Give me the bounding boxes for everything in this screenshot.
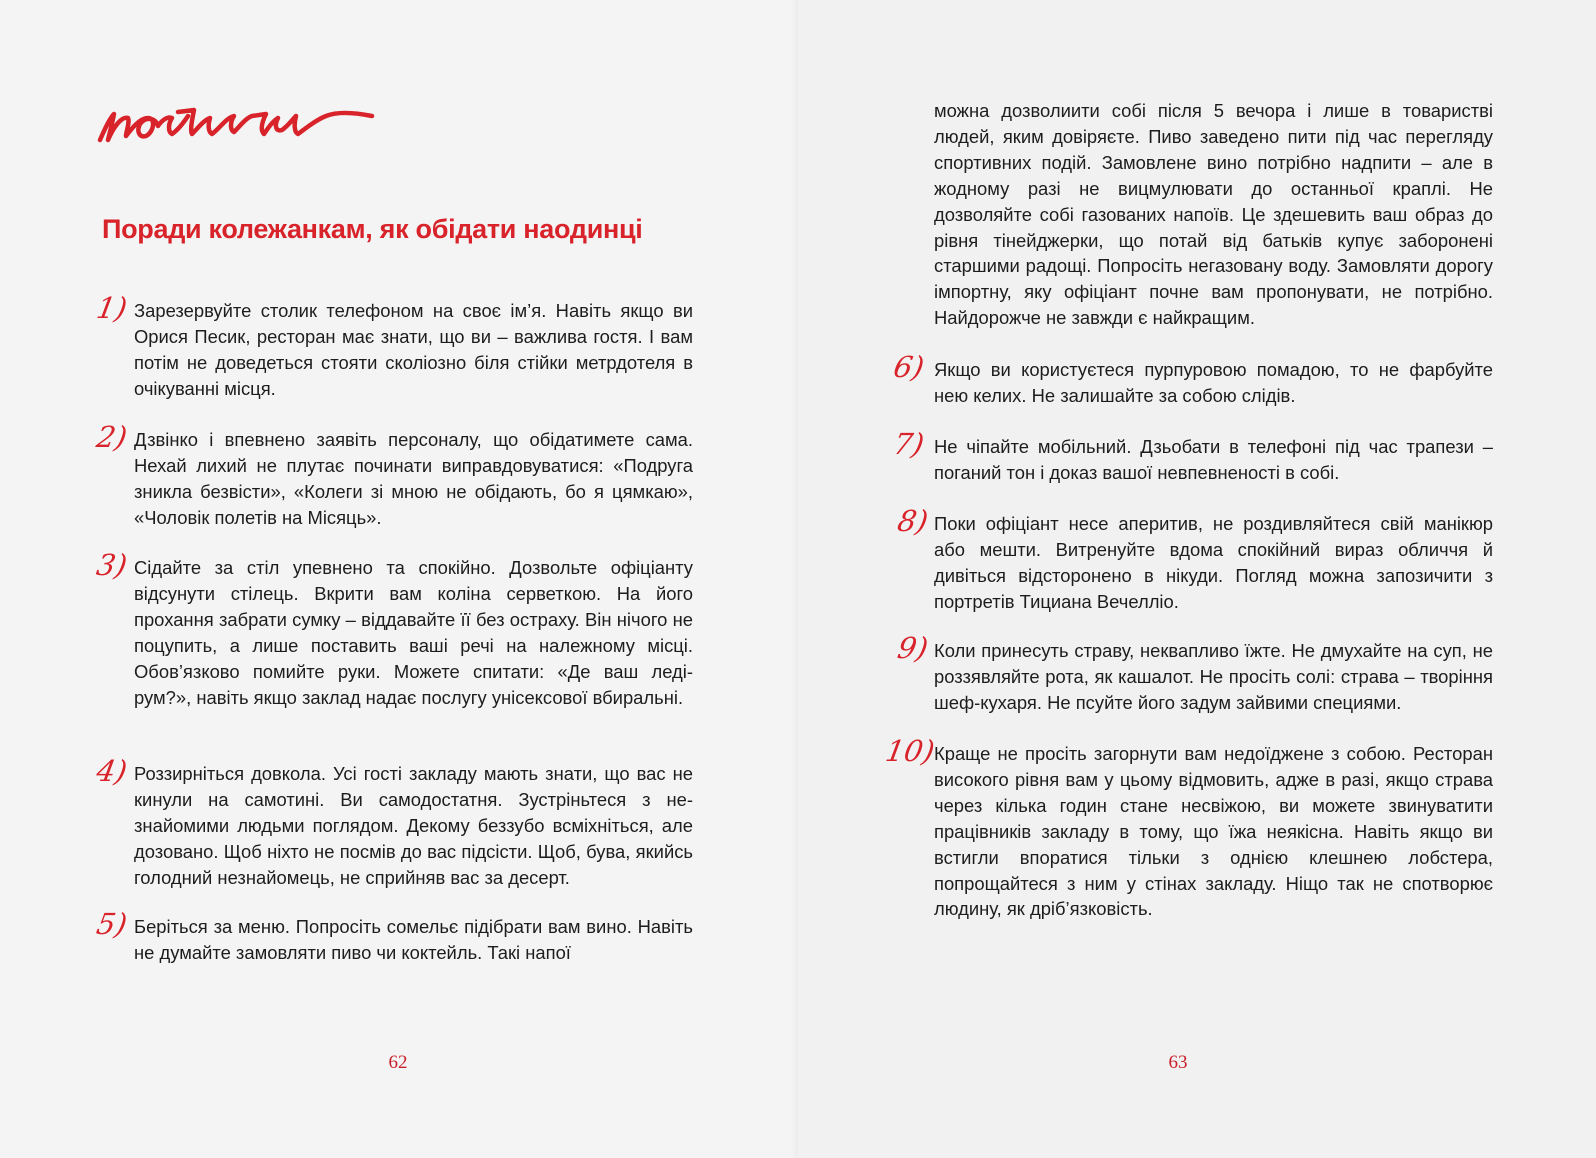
tip-item	[94, 548, 693, 710]
tip-text: Дзвінко і впевнено заявіть персоналу, що обідатимете сама. Нехай лихий не плутає починати виправдовуватися: «Подруга зникла безвісти», «Колеги зі мною не обідають, бо я цямкаю», «Чоловік полетів на Місяць».	[134, 429, 693, 528]
tip-number: 7)	[891, 427, 927, 461]
tip-number: 9)	[895, 631, 931, 665]
tip-text: Поки офіціант несе аперитив, не роздивляйтеся свій манікюр або мешти. Витренуйте вдома спокійний вираз обличчя й дивіться відсторонено в нікуди. Погляд можна запозичити з портретів Тициана Вечелліо.	[934, 513, 1493, 612]
page-number-right: 63	[1168, 1052, 1188, 1073]
right-page	[798, 0, 1596, 1158]
page-heading: Поради колежанкам, як обідати наодинці	[102, 214, 643, 244]
tip-item	[895, 504, 1493, 615]
tip-number: 4)	[94, 754, 130, 788]
tip-item	[891, 350, 1493, 409]
tip-number: 2)	[94, 420, 130, 454]
page-number-left: 62	[388, 1052, 408, 1073]
tip-text: Сідайте за стіл упевнено та спокійно. Дозвольте офіціанту відсунути стілець. Вкрити вам коліна серветкою. На його прохання забрати сумку – віддавайте її без остраху. Він нічого не поцупить, а лише поставить ваші речі на належному місці. Обов’язково помийте руки. Можете спитати: «Де ваш леді-рум?», навіть якщо заклад надає послугу унісексової вбиральні.	[134, 557, 693, 708]
tip-item	[94, 907, 693, 966]
notatky-logo	[96, 92, 376, 152]
tip-item	[94, 420, 693, 531]
tip-number: 6)	[891, 350, 927, 384]
tip-number: 1)	[94, 291, 130, 325]
tip-number: 5)	[94, 907, 130, 941]
tip-item	[94, 754, 693, 891]
tip-text: Зарезервуйте столик телефоном на своє ім’я. Навіть якщо ви Орися Песик, ресторан має знати, що ви – важлива гостя. І вам потім не доведеться стояти сколіозно біля стійки метрдотеля в очікуванні місця.	[134, 300, 693, 399]
tip-text: Беріться за меню. Попросіть сомельє підібрати вам вино. Навіть не думайте замовляти пиво чи коктейль. Такі напої	[134, 916, 693, 963]
tip-text: Не чіпайте мобільний. Дзьобати в телефоні під час трапези – поганий тон і доказ вашої невпевненості в собі.	[934, 436, 1493, 483]
tip-text: Коли принесуть страву, неквапливо їжте. Не дмухайте на суп, не роззявляйте рота, як кашалот. Не просіть солі: страва – творіння шеф-кухаря. Не псуйте його задум зайвими специями.	[934, 640, 1493, 713]
tip-text: Краще не просіть загорнути вам недоїджене з собою. Ресторан високого рівня вам у цьому відмовить, адже в разі, якщо страва через кілька годин стане несвіжою, ви можете звинуватити працівників закладу в тому, що їжа неякісна. Навіть якщо ви встигли впоратися тільки з однією клешнею лобстера, попрощайтеся з ним у стінах закладу. Ніщо так не спотворює людину, як дріб’язковість.	[934, 743, 1493, 920]
tip-text: Роззирніться довкола. Усі гості закладу мають знати, що вас не кинули на самотині. Ви самодостатня. Зустріньтеся з незнайомими людьми поглядом. Декому беззубо всміхніться, але дозовано. Щоб ніхто не посмів до вас підсісти. Щоб, бува, якийсь голодний незнайомець, не сприйняв вас за десерт.	[134, 763, 693, 888]
tip-item	[891, 427, 1493, 486]
tip-number: 10)	[883, 734, 938, 768]
tip-text: Якщо ви користуєтеся пурпуровою помадою, то не фарбуйте нею келих. Не залишайте за собою слідів.	[934, 359, 1493, 406]
tip-number: 3)	[94, 548, 130, 582]
tip-continuation: можна дозволиити собі після 5 вечора і лише в товаристві людей, яким довіряєте. Пиво заведено пити під час перегляду спортивних подій. Замовлене вино потрібно надпити – але в жодному разі не вицмулювати до останньої краплі. Не дозволяйте собі газованих напоїв. Це здешевить ваш образ до рівня тінейджерки, що потай від батьків купує заборонені старшими радощі. Попросіть негазовану воду. Замовляти дорогу імпортну, яку офіціант почне вам пропонувати, не потрібно. Найдорожче не завжди є найкращим.	[934, 100, 1493, 329]
tip-item	[895, 631, 1493, 716]
tip-item	[883, 734, 1493, 922]
tip-item	[94, 291, 693, 402]
tip-number: 8)	[895, 504, 931, 538]
